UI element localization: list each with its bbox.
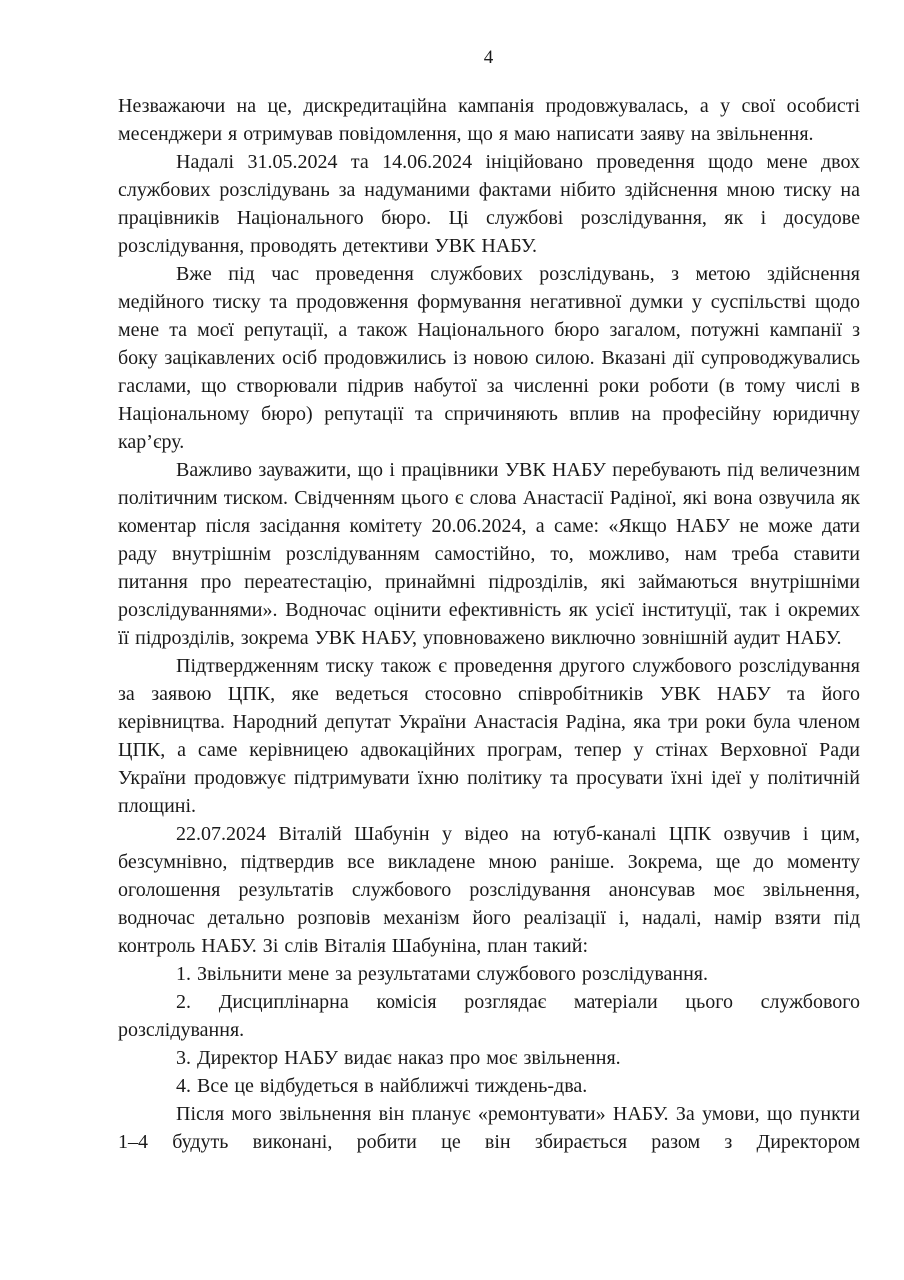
page-number: 4 [483,47,495,68]
paragraph-media-pressure: Вже під час проведення службових розслідувань, з метою здійснення медійного тиску та продовження формування негативної думки у суспільстві щодо мене та моєї репутації, а також Національного бюро загалом, потужні кампанії з боку зацікавлених осіб продовжились із новою силою. Вказані дії супроводжувались гаслами, що створювали підрив набутої за численні роки роботи (в тому числі в Національному бюро) репутації та спричиняють вплив на професійну юридичну кар’єру. [118,263,860,453]
paragraph-political-pressure: Важливо зауважити, що і працівники УВК НАБУ перебувають під величезним політичним тиском. Свідченням цього є слова Анастасії Радіної, які вона озвучила як коментар після засідання комітету 20.06.2024, а саме: «Якщо НАБУ не може дати раду внутрішнім розслідуванням самостійно, то, можливо, нам треба ставити питання про переатестацію, принаймні підрозділів, які займаються внутрішніми розслідуваннями». Водночас оцінити ефективність як усієї інституції, так і окремих її підрозділів, зокрема УВК НАБУ, уповноважено виключно зовнішній аудит НАБУ. [118,459,860,649]
paragraph-continued-from-previous-page: Незважаючи на це, дискредитаційна кампанія продовжувалась, а у свої особисті месенджери я отримував повідомлення, що я маю написати заяву на звільнення. [118,95,860,145]
page-content [118,44,860,1156]
document-body [118,92,860,1156]
list-item-4: 4. Все це відбудеться в найближчі тиждень-два. [176,1075,588,1097]
paragraph-shabunin-video: 22.07.2024 Віталій Шабунін у відео на ютуб-каналі ЦПК озвучив і цим, безсумнівно, підтвердив все викладене мною раніше. Зокрема, ще до моменту оголошення результатів службового розслідування анонсував моє звільнення, водночас детально розповів механізм його реалізації і, надалі, намір взяти під контроль НАБУ. Зі слів Віталія Шабуніна, план такий: [118,823,860,957]
paragraph-investigations: Надалі 31.05.2024 та 14.06.2024 ініційовано проведення щодо мене двох службових розслідувань за надуманими фактами нібито здійснення мною тиску на працівників Національного бюро. Ці службові розслідування, як і досудове розслідування, проводять детективи УВК НАБУ. [118,151,860,257]
paragraph-after-dismissal: Після мого звільнення він планує «ремонтувати» НАБУ. За умови, що пункти 1–4 будуть виконані, робити це він збирається разом з Директором [118,1103,860,1153]
paragraph-second-investigation: Підтвердженням тиску також є проведення другого службового розслідування за заявою ЦПК, яке ведеться стосовно співробітників УВК НАБУ та його керівництва. Народний депутат України Анастасія Радіна, яка три роки була членом ЦПК, а саме керівницею адвокаційних програм, тепер у стінах Верховної Ради України продовжує підтримувати їхню політику та просувати їхні ідеї у політичній площині. [118,655,860,817]
list-item-2: 2. Дисциплінарна комісія розглядає матеріали цього службового розслідування. [118,991,860,1041]
list-item-3: 3. Директор НАБУ видає наказ про моє звільнення. [176,1047,621,1069]
list-item-1: 1. Звільнити мене за результатами службового розслідування. [176,963,708,985]
